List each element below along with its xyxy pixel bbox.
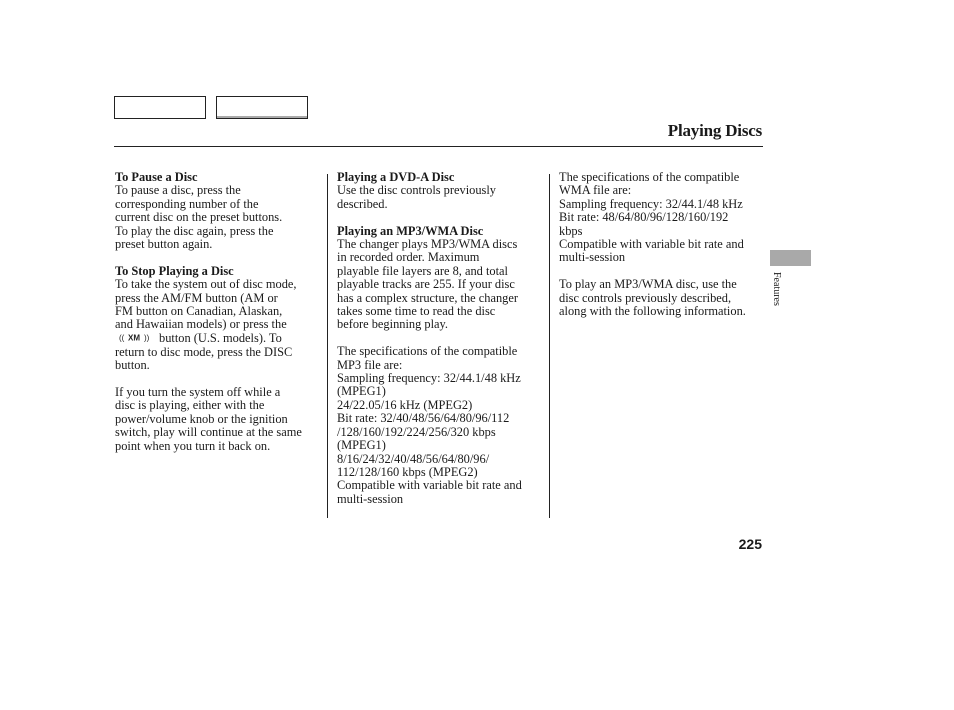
stop-text-b: button (U.S. models). To	[159, 330, 282, 345]
wma-spec-text: The specifications of the compatible WMA file are: Sampling frequency: 32/44.1/48 kHz Bit rate: 48/64/80/96/128/160/192 kbps Compatible with variable bit rate and multi-session	[559, 170, 744, 265]
column-3	[559, 171, 764, 318]
pause-text: To pause a disc, press the corresponding number of the current disc on the preset buttons. To play the disc again, press the preset button again.	[115, 183, 283, 252]
mp3-spec-text: The specifications of the compatible MP3 file are: Sampling frequency: 32/44.1/48 kHz (MPEG1) 24/22.05/16 kHz (MPEG2) Bit rate: 32/40/48/56/64/80/96/112 /128/160/192/224/256/320 kbps (MPEG1) 8/16/24/32/40/48/56/64/80/96/ 112/128/160 kbps (MPEG2) Compatible with variable bit rate and multi-session	[337, 344, 522, 506]
column-1	[115, 171, 320, 453]
svg-text:XM: XM	[128, 333, 140, 343]
nav-button-table-of-contents[interactable]	[216, 96, 308, 119]
svg-text:)): ))	[144, 333, 150, 343]
stop-text-a: To take the system out of disc mode, press the AM/FM button (AM or FM button on Canadian, Alaskan, and Hawaiian models) or press the	[115, 277, 297, 332]
xm-radio-button-icon	[119, 332, 155, 345]
mp3-text: The changer plays MP3/WMA discs in recorded order. Maximum playable file layers are 8, and total playable tracks are 255. If your disc has a complex structure, the changer takes some time to read the disc before beginning play.	[337, 237, 518, 332]
play-mp3-text: To play an MP3/WMA disc, use the disc controls previously described, along with the following information.	[559, 277, 746, 319]
dvd-text: Use the disc controls previously described.	[337, 183, 496, 211]
mp3-heading: Playing an MP3/WMA Disc	[337, 223, 484, 238]
page-number: 225	[738, 536, 762, 552]
power-off-text: If you turn the system off while a disc is playing, either with the power/volume knob or the ignition switch, play will continue at the same point when you turn it back on.	[115, 384, 302, 453]
stop-heading: To Stop Playing a Disc	[115, 263, 234, 278]
column-divider-1	[327, 174, 328, 518]
stop-text-c: return to disc mode, press the DISC button.	[115, 344, 293, 373]
stop-text-icon-line	[115, 332, 320, 346]
features-label-text: Features	[771, 272, 782, 306]
nav-button-main-menu[interactable]	[114, 96, 206, 119]
page-title: Playing Discs	[667, 121, 762, 140]
title-rule	[114, 146, 763, 147]
features-section-tab[interactable]	[770, 250, 811, 266]
pause-heading: To Pause a Disc	[115, 170, 198, 184]
svg-text:((: ((	[119, 333, 125, 343]
features-side-label	[768, 272, 788, 322]
column-2	[337, 171, 542, 506]
column-divider-2	[549, 174, 550, 518]
dvd-heading: Playing a DVD-A Disc	[337, 170, 455, 184]
